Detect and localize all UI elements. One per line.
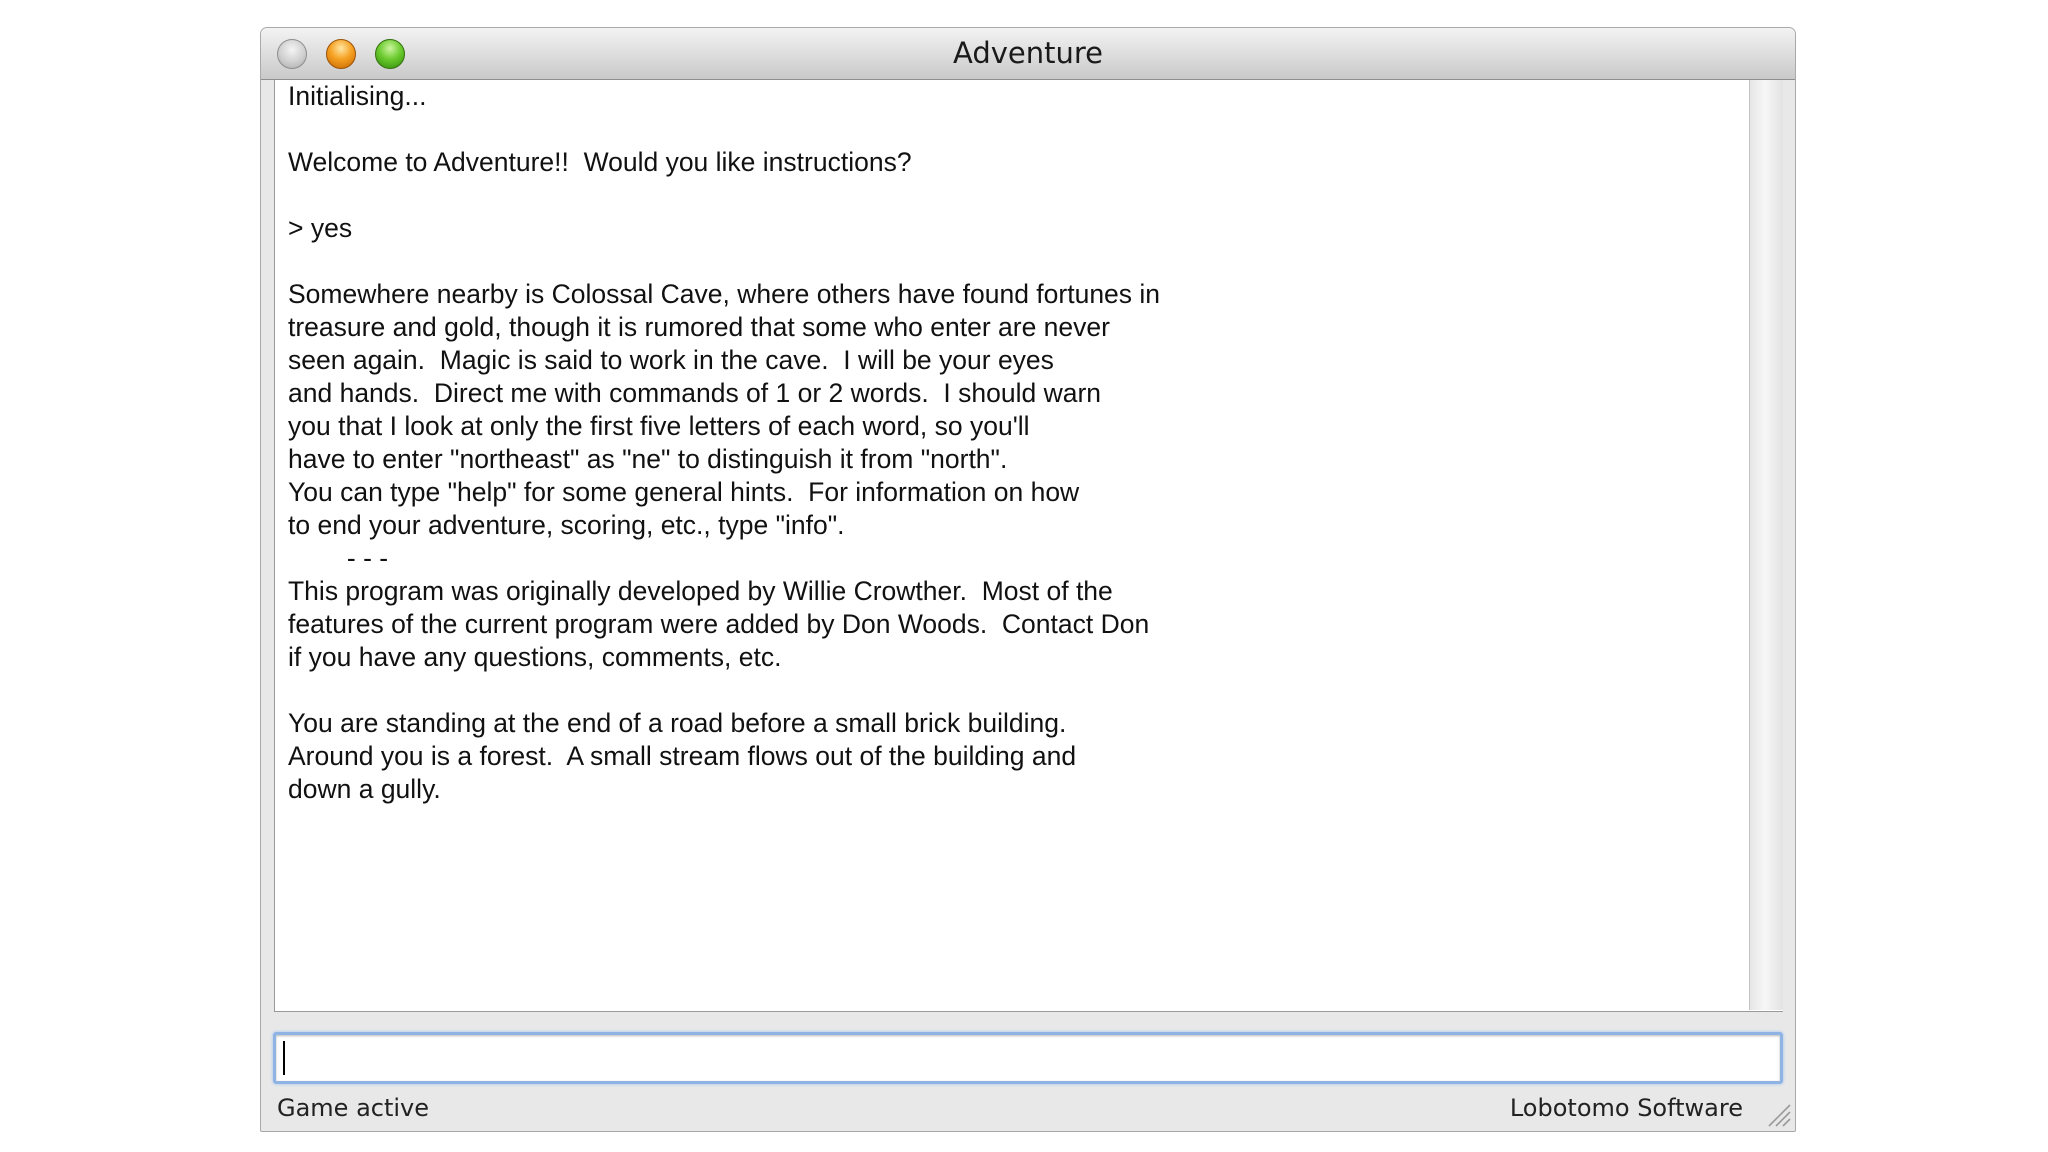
vertical-scrollbar[interactable] xyxy=(1749,80,1783,1010)
game-output-text: Initialising... Welcome to Adventure!! Would you like instructions? > yes Somewhere nearby is Colossal Cave, where others have found fortunes in treasure and gold, though it is rumored that some who enter are never seen again. Magic is said to work in the cave. I will be your eyes and hands. Direct me with commands of 1 or 2 words. I should warn you that I look at only the first five letters of each word, so you'll have to enter "northeast" as "ne" to distinguish it from "north". You can type "help" for some general hints. For information on how to end your adventure, scoring, etc., type "info". - - - This program was originally developed by Willie Crowther. Most of the features of the current program were added by Don Woods. Contact Don if you have any questions, comments, etc. You are standing at the end of a road before a small brick building. Around you is a forest. A small stream flows out of the building and down a gully. xyxy=(288,81,1161,804)
adventure-window xyxy=(260,27,1796,1132)
text-cursor xyxy=(283,1041,285,1075)
publisher-text: Lobotomo Software xyxy=(1509,1094,1743,1122)
window-title: Adventure xyxy=(953,36,1103,70)
game-output-area[interactable] xyxy=(274,80,1783,1012)
title-bar[interactable] xyxy=(261,28,1795,80)
status-text: Game active xyxy=(277,1094,430,1122)
resize-grip-icon[interactable] xyxy=(1765,1101,1791,1127)
command-input[interactable] xyxy=(273,1032,1783,1084)
